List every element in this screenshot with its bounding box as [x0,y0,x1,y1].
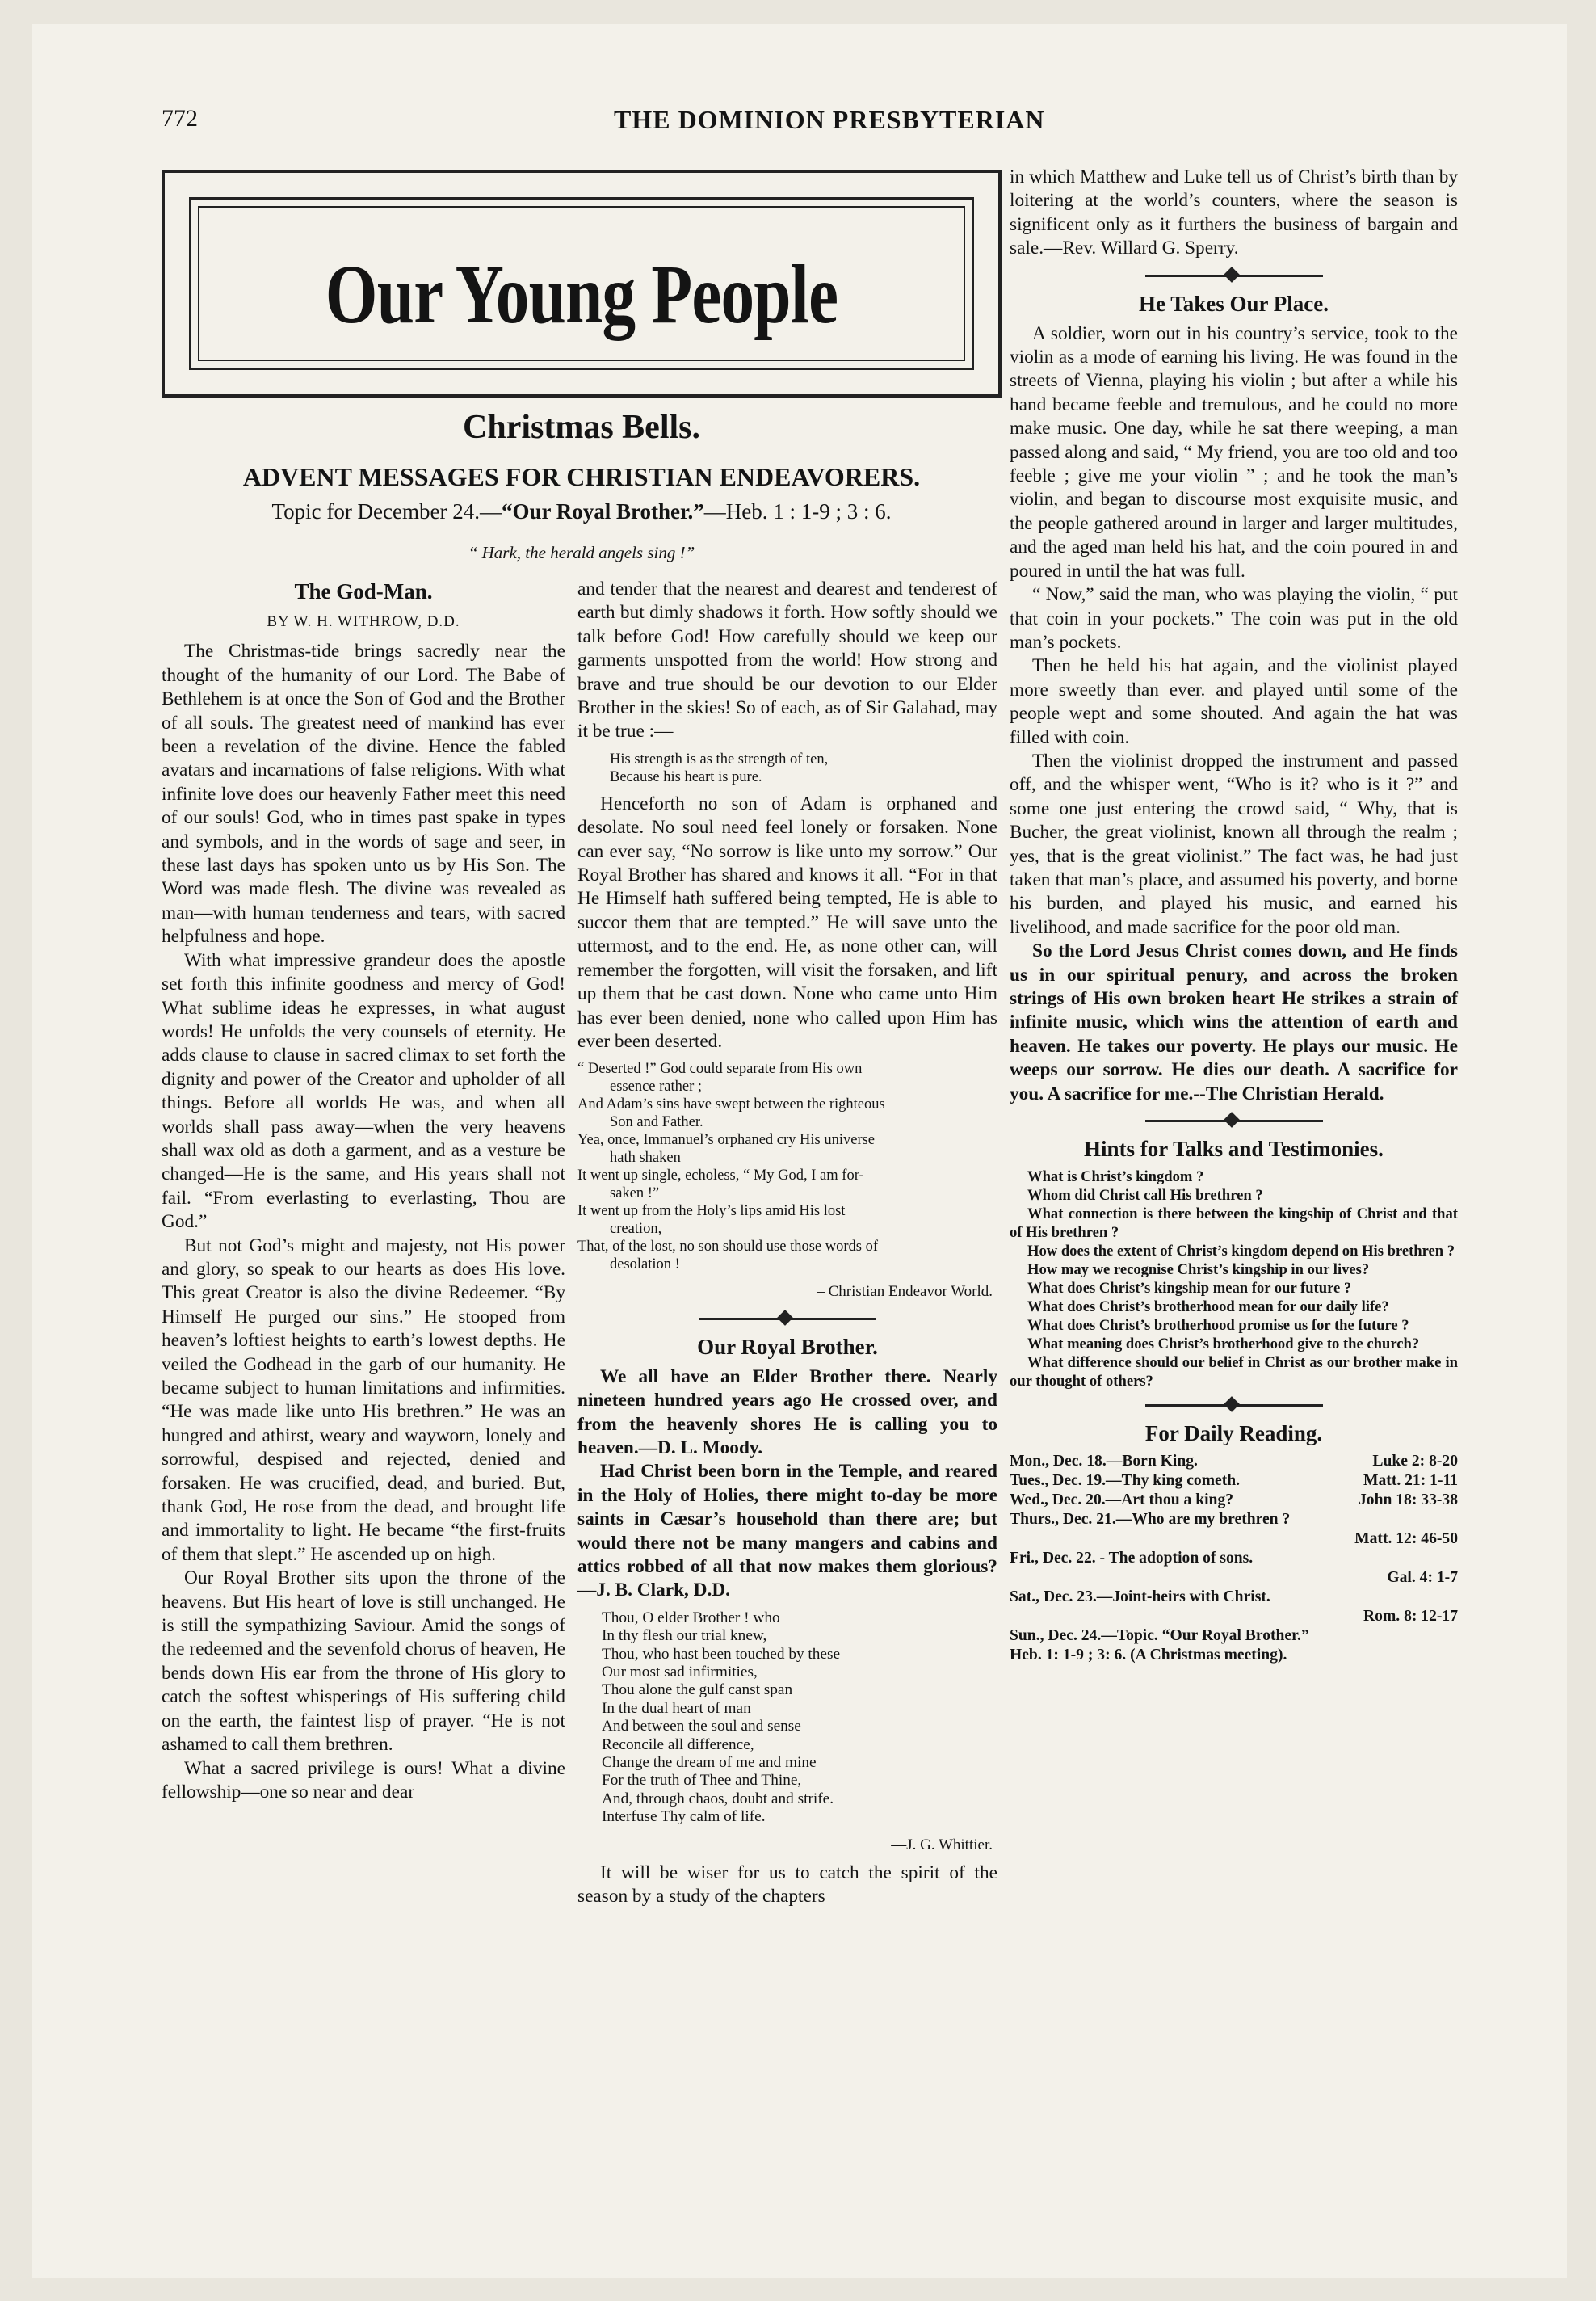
verse-line: That, of the lost, no son should use those words of [578,1239,879,1256]
byline: BY W. H. WITHROW, D.D. [267,613,460,630]
section-banner [162,170,1002,398]
section-title: Christmas Bells. [463,409,700,446]
daily-reading-list [1010,1452,1458,1665]
ornament-divider [1145,266,1323,285]
reading-day: Sun., [1010,1627,1044,1645]
hint-item: What does Christ’s brotherhood mean for our daily life? [1027,1298,1389,1316]
column-2 [578,578,998,1909]
hint-item: How may we recognise Christ’s kingship in our lives? [1027,1261,1370,1279]
paragraph: What a sacred privilege is ours! What a divine fellowship—one so near and dear [162,1757,565,1803]
reading-ref: Luke 2: 8-20 [1372,1453,1458,1470]
topic-bold: “Our Royal Brother.” [502,499,704,524]
reading-day: Mon., [1010,1453,1049,1470]
paragraph: Henceforth no son of Adam is orphaned and desolate. No soul need feel lonely or forsaken. None can ever say, “No sorrow is like unto my sorrow.” Our Royal Brother has shared and knows it all. “For in that He Himself hath suffered being tempted, He is able to succor them that are tempted.” He will save unto the uttermost, and to the end. He, as none other can, will remember the forgotten, will visit the forsaken, and lift up them that be cast down. None who came unto Him has ever been denied, none who called upon Him has ever been deserted. [578,793,998,1052]
reading-ref: Rom. 8: 12-17 [1363,1608,1458,1626]
attribution: —J. G. Whittier. [891,1836,993,1853]
reading-entry: Heb. 1: 1-9 ; 3: 6. (A Christmas meeting). [1010,1647,1287,1664]
running-head: THE DOMINION PRESBYTERIAN [614,105,1045,134]
verse-line: desolation ! [610,1256,680,1273]
diamond-ornament-icon [1224,1112,1240,1128]
hints-list [1010,1167,1458,1390]
ornament-divider [1145,1111,1323,1130]
reading-ref: John 18: 33-38 [1358,1491,1458,1509]
topic-line [162,499,1002,524]
paragraph: So the Lord Jesus Christ comes down, and He finds us in our spiritual penury, and across the broken strings of His own broken heart He strikes a strain of infinite music, which wins the attention of earth and heaven. He takes our poverty. He plays our music. He weeps our sorrow. He dies our death. A sacrifice for you. A sacrifice for me.--The Christian Herald. [1010,940,1458,1104]
reading-row [1010,1491,1458,1510]
column-1 [162,578,565,1804]
hints-title: Hints for Talks and Testimonies. [1084,1137,1384,1162]
reading-day: Sat., [1010,1588,1040,1606]
hint-item: What difference should our belief in Christ as our brother make in our thought of others? [1010,1354,1458,1390]
verse-line: Son and Father. [610,1114,704,1131]
ornament-divider [699,1309,876,1328]
hint-item: What is Christ’s kingdom ? [1027,1168,1204,1186]
poem-line: And, through chaos, doubt and strife. [602,1790,834,1807]
paragraph: in which Matthew and Luke tell us of Christ’s birth than by loitering at the world’s counters, where the season is significent only as it furthers the business of bargain and sale.—Rev. Willard G. Sperry. [1010,166,1458,259]
verse-line: And Adam’s sins have swept between the righteous [578,1096,885,1113]
poem-line: Our most sad infirmities, [602,1664,758,1681]
banner-title: Our Young People [325,248,838,341]
hint-item: What connection is there between the kingship of Christ and that of His brethren ? [1010,1205,1458,1242]
poem-line: Thou, O elder Brother ! who [602,1609,780,1626]
reading-row [1010,1626,1458,1646]
article-title-royal-brother: Our Royal Brother. [697,1334,878,1359]
hint-item: Whom did Christ call His brethren ? [1027,1187,1263,1205]
poem-line: And between the soul and sense [602,1718,801,1735]
verse-line: Because his heart is pure. [610,768,762,785]
reading-day: Wed., [1010,1491,1048,1509]
poem-line: Thou alone the gulf canst span [602,1681,793,1699]
verse-deserted [578,1060,998,1273]
paragraph: Then he held his hat again, and the violinist played more sweetly than ever. and played until some of the people wept and some shouted. And again the hat was filled with coin. [1010,655,1458,748]
column-3 [1010,166,1458,1665]
verse-line: saken !” [610,1185,660,1202]
reading-entry: Dec. 24.—Topic. “Our Royal Brother.” [1048,1627,1309,1645]
reading-day: Tues., [1010,1472,1049,1490]
poem-line: Reconcile all difference, [602,1735,754,1753]
hint-item: How does the extent of Christ’s kingdom depend on His brethren ? [1027,1243,1455,1260]
reading-ref: Gal. 4: 1-7 [1387,1569,1458,1587]
poem-whittier [602,1609,998,1827]
hint-item: What meaning does Christ’s brotherhood give to the church? [1027,1336,1420,1353]
hint-item: What does Christ’s kingship mean for our future ? [1027,1280,1352,1298]
poem-line: For the truth of Thee and Thine, [602,1772,802,1790]
reading-entry: Dec. 23.—Joint-heirs with Christ. [1043,1588,1270,1606]
verse-line: It went up from the Holy’s lips amid His lost [578,1203,846,1220]
reading-row [1010,1588,1458,1607]
paragraph: A soldier, worn out in his country’s service, took to the violin as a mode of earning his living. He was found in the streets of Vienna, playing his violin ; but after a while his hand became feeble and tremulous, and he could no more make music. One day, while he sat there weeping, a man passed along and said, “ My friend, you are too old and too feeble ; give me your violin ” ; and he took the man’s violin, and began to discourse most exquisite music, and the people gathered around in larger and larger multitudes, and the aged man held his hat, and the coin poured in and poured in until the hat was full. [1010,322,1458,582]
reading-entry: Dec. 19.—Thy king cometh. [1052,1472,1241,1490]
reading-day: Thurs., [1010,1511,1059,1529]
daily-reading-title: For Daily Reading. [1144,1421,1323,1446]
poem-line: Interfuse Thy calm of life. [602,1808,766,1826]
page-number: 772 [162,105,198,132]
reading-row [1010,1510,1458,1529]
diamond-ornament-icon [1224,267,1240,283]
diamond-ornament-icon [777,1310,793,1326]
reading-day: Fri., [1010,1550,1039,1567]
attribution: – Christian Endeavor World. [817,1283,993,1301]
hint-item: What does Christ’s brotherhood promise us for the future ? [1027,1317,1409,1335]
paragraph: Our Royal Brother sits upon the throne of the heavens. But His heart of love is still unchanged. He is still the sympathizing Saviour. Amid the songs of the redeemed and the sevenfold chorus of heaven, He bends down His ear from the throne of His glory to catch the softest whisperings of His suffering child on the earth, the faintest lisp of prayer. “He is not ashamed to call them brethren. [162,1567,565,1756]
paragraph: and tender that the nearest and dearest and tenderest of earth but dimly shadows it forth. How softly should we talk before God! How carefully should we keep our garments unspotted from the world! How strong and brave and true should be our devotion to our Elder Brother in the skies! So of each, as of Sir Galahad, may it be true :— [578,578,998,742]
reading-ref: Matt. 21: 1-11 [1363,1472,1458,1490]
poem-line: Change the dream of me and mine [602,1754,817,1772]
verse-line: essence rather ; [610,1079,703,1096]
paragraph: But not God’s might and majesty, not His power and glory, so speak to our hearts as does His love. This great Creator is also the divine Redeemer. “By Himself He purged our sins.” He stooped from heaven’s loftiest heights to earth’s lowest depths. He veiled the Godhead in the garb of our humanity. He became subject to human limitations and infirmities. “He was made like unto His brethren.” He was an hungred and athirst, weary and wayworn, lonely and sorrowful, despised and rejected, denied and forsaken. He was crucified, dead, and buried. But, thank God, He rose from the dead, and brought life and immortality to light. He became “the first-fruits of them that slept.” He ascended up on high. [162,1235,565,1565]
paragraph: With what impressive grandeur does the apostle set forth this infinite goodness and mercy of God! What sublime ideas he expresses, in what august words! He unfolds the very counsels of eternity. He adds clause to clause in sacred climax to set forth the dignity and power of the Creator and upholder of all things. Before all worlds He was, and when all worlds shall pass away—when the very heavens shall wax old as doth a garment, and as a vesture be changed—He is the same, and His years shall not fail. “From everlasting to everlasting, Thou are God.” [162,949,565,1233]
poem-line: In thy flesh our trial knew, [602,1627,767,1645]
ornament-divider [1145,1395,1323,1415]
verse-line: His strength is as the strength of ten, [610,751,829,768]
verse-line: Yea, once, Immanuel’s orphaned cry His universe [578,1132,876,1149]
reading-ref: Matt. 12: 46-50 [1354,1530,1458,1548]
paragraph: It will be wiser for us to catch the spirit of the season by a study of the chapters [578,1862,998,1908]
diamond-ornament-icon [1224,1396,1240,1412]
paragraph: We all have an Elder Brother there. Nearly nineteen hundred years ago He crossed over, and from the heavenly shores He is calling you to heaven.—D. L. Moody. [578,1365,998,1458]
section-subtitle: ADVENT MESSAGES FOR CHRISTIAN ENDEAVORERS. [242,462,921,491]
reading-row [1010,1549,1458,1568]
verse-line: It went up single, echoless, “ My God, I am for- [578,1167,864,1184]
reading-entry: Dec. 21.—Who are my brethren ? [1062,1511,1291,1529]
article-title-god-man: The God-Man. [294,579,433,604]
paragraph: Then the violinist dropped the instrument and passed off, and the whisper went, “Who is it? who is it ?” and some one just entering the crowd said, “ Why, that is Bucher, the great violinist, known all through the realm ; yes, that is the great violinist.” The fact was, he had just taken that man’s place, and assumed his poverty, and borne his burden, and played his music, and earned his livelihood, and made sacrifice for the poor old man. [1010,750,1458,938]
banner-frame [189,197,974,370]
motto: “ Hark, the herald angels sing !” [468,543,695,562]
reading-entry: Dec. 20.—Art thou a king? [1052,1491,1234,1509]
reading-row [1010,1471,1458,1491]
reading-row [1010,1452,1458,1471]
reading-entry: Dec. 22. - The adoption of sons. [1042,1550,1254,1567]
topic-prefix: Topic for December 24.— [271,499,502,524]
paragraph: Had Christ been born in the Temple, and reared in the Holy of Holies, there might to-day be more saints in Cæsar’s household than there are; but would there not be many mangers and cabins and attics robbed of all that now makes them glorious?—J. B. Clark, D.D. [578,1461,998,1601]
verse-line: “ Deserted !” God could separate from His own [578,1061,863,1078]
topic-suffix: —Heb. 1 : 1-9 ; 3 : 6. [704,499,892,524]
verse-galahad [610,751,998,786]
reading-entry: Dec. 18.—Born King. [1052,1453,1198,1470]
paragraph: The Christmas-tide brings sacredly near the thought of the humanity of our Lord. The Babe of Bethlehem is at once the Son of God and the Brother of all souls. The greatest need of mankind has ever been a revelation of the divine. Hence the fabled avatars and incarnations of false religions. With what infinite love does our heavenly Father meet this need of our souls! God, who in times past spake in types and symbols, and in the words of sage and seer, in these last days has spoken unto us by His Son. The Word was made flesh. The divine was revealed as man—with human tenderness and tears, with sacred helpfulness and hope. [162,641,565,948]
poem-line: In the dual heart of man [602,1699,751,1717]
poem-line: Thou, who hast been touched by these [602,1645,841,1663]
paragraph: “ Now,” said the man, who was playing the violin, “ put that coin in your pockets.” The coin was put in the old man’s pockets. [1010,584,1458,653]
verse-line: hath shaken [610,1150,681,1167]
verse-line: creation, [610,1221,662,1238]
article-title-takes-place: He Takes Our Place. [1138,291,1329,316]
